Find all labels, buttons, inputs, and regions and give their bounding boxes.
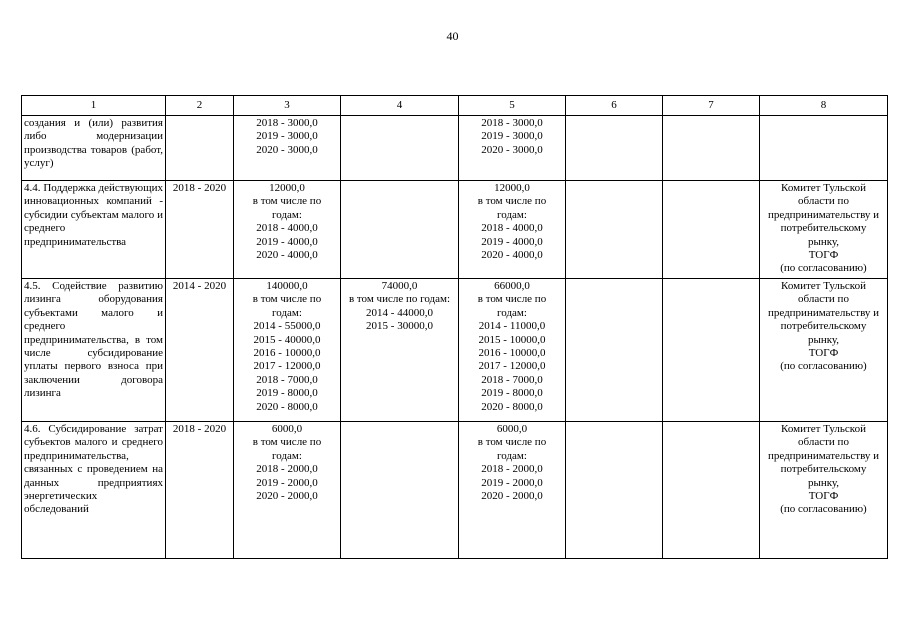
cell-line: 2016 - 10000,0: [478, 347, 546, 360]
cell-line: предпринимательству и: [767, 208, 880, 221]
federal-funding-cell: [341, 422, 459, 559]
cell-line: 2018 - 7000,0: [481, 373, 543, 386]
cell-line: 2018 - 2000,0: [256, 463, 318, 476]
cell-line: в том числе по: [252, 195, 322, 208]
cell-line: Комитет Тульской: [781, 182, 866, 194]
cell-line: годам:: [497, 449, 527, 462]
municipal-funding-cell: [566, 422, 663, 559]
cell-line: ТОГФ: [808, 347, 839, 360]
cell-line: 2015 - 40000,0: [253, 333, 321, 346]
cell-line: 140000,0: [266, 280, 308, 292]
measure-name-cell: 4.5. Содействие развитию лизинга оборудования субъектами малого и среднего предпринимательства, в том числе субсидирование уплаты первого взноса при заключении договора лизинга: [22, 279, 166, 422]
responsible-cell: [760, 181, 888, 279]
cell-line: потребительскому: [780, 463, 867, 476]
municipal-funding-cell: [566, 116, 663, 181]
cell-line: 12000,0: [269, 182, 305, 194]
header-cell-2: 2: [166, 96, 234, 116]
cell-line: 2016 - 10000,0: [253, 347, 321, 360]
cell-line: Комитет Тульской: [781, 280, 866, 292]
responsible-cell: [760, 422, 888, 559]
cell-line: 2020 - 4000,0: [481, 249, 543, 262]
extra-funding-cell: [663, 181, 760, 279]
cell-line: 2019 - 4000,0: [256, 235, 318, 248]
cell-line: области по: [798, 436, 849, 449]
cell-line: 2015 - 10000,0: [478, 333, 546, 346]
cell-line: в том числе по: [252, 436, 322, 449]
cell-line: 2020 - 8000,0: [481, 400, 543, 413]
header-cell-4: 4: [341, 96, 459, 116]
responsible-cell: [760, 116, 888, 181]
cell-line: годам:: [497, 306, 527, 319]
cell-line: в том числе по: [477, 436, 547, 449]
cell-line: 2019 - 3000,0: [256, 130, 318, 143]
table-row: [22, 422, 888, 559]
cell-line: 2017 - 12000,0: [478, 360, 546, 373]
cell-line: 2017 - 12000,0: [253, 360, 321, 373]
cell-line: 2014 - 44000,0: [366, 306, 433, 319]
cell-line: рынку,: [807, 476, 840, 489]
table-row: [22, 181, 888, 279]
cell-line: (по согласованию): [780, 503, 867, 516]
header-cell-7: 7: [663, 96, 760, 116]
cell-line: в том числе по: [477, 195, 547, 208]
cell-line: 2014 - 55000,0: [253, 320, 321, 333]
cell-line: потребительскому: [780, 222, 867, 235]
responsible-cell: [760, 279, 888, 422]
federal-funding-cell: [341, 279, 459, 422]
cell-line: 2019 - 8000,0: [256, 387, 318, 400]
header-cell-6: 6: [566, 96, 663, 116]
cell-line: 74000,0: [381, 280, 418, 292]
regional-funding-cell: [459, 422, 566, 559]
extra-funding-cell: [663, 422, 760, 559]
page-number: 40: [446, 29, 459, 43]
cell-line: предпринимательству и: [767, 449, 880, 462]
federal-funding-cell: [341, 116, 459, 181]
table-row: [22, 279, 888, 422]
cell-line: 2020 - 3000,0: [256, 143, 318, 156]
cell-line: 2019 - 8000,0: [481, 387, 543, 400]
program-table: [21, 95, 888, 559]
cell-line: (по согласованию): [780, 360, 867, 373]
period-cell: [166, 116, 234, 181]
total-funding-cell: [234, 181, 341, 279]
cell-line: годам:: [272, 208, 302, 221]
cell-line: годам:: [272, 306, 302, 319]
measure-name-cell: 4.4. Поддержка действующих инновационных компаний - субсидии субъектам малого и среднего предпринимательства: [22, 181, 166, 279]
cell-line: Комитет Тульской: [781, 423, 866, 435]
regional-funding-cell: [459, 181, 566, 279]
municipal-funding-cell: [566, 279, 663, 422]
municipal-funding-cell: [566, 181, 663, 279]
cell-line: 2018 - 4000,0: [256, 222, 318, 235]
cell-line: 2019 - 2000,0: [256, 476, 318, 489]
cell-line: 2018 - 7000,0: [256, 373, 318, 386]
cell-line: 2018 - 4000,0: [481, 222, 543, 235]
cell-line: 2018 - 2000,0: [481, 463, 543, 476]
header-cell-1: 1: [22, 96, 166, 116]
cell-line: 2020 - 8000,0: [256, 400, 318, 413]
cell-line: в том числе по: [252, 293, 322, 306]
total-funding-cell: [234, 116, 341, 181]
federal-funding-cell: [341, 181, 459, 279]
header-row: [22, 96, 888, 116]
cell-line: 66000,0: [494, 280, 530, 292]
cell-line: 2020 - 2000,0: [256, 490, 318, 503]
table-row: [22, 116, 888, 181]
cell-line: потребительскому: [780, 320, 867, 333]
header-cell-5: 5: [459, 96, 566, 116]
total-funding-cell: [234, 422, 341, 559]
header-cell-8: 8: [760, 96, 888, 116]
cell-line: 2018 - 3000,0: [256, 117, 318, 129]
period-cell: 2014 - 2020: [166, 279, 234, 422]
cell-line: 6000,0: [496, 423, 528, 435]
cell-line: 2014 - 11000,0: [478, 320, 546, 333]
measure-name-cell: создания и (или) развития либо модернизации производства товаров (работ, услуг): [22, 116, 166, 181]
cell-line: рынку,: [807, 235, 840, 248]
cell-line: ТОГФ: [808, 490, 839, 503]
period-cell: 2018 - 2020: [166, 181, 234, 279]
cell-line: (по согласованию): [780, 262, 867, 275]
cell-line: 2020 - 3000,0: [481, 143, 543, 156]
cell-line: области по: [798, 293, 849, 306]
cell-line: ТОГФ: [808, 249, 839, 262]
total-funding-cell: [234, 279, 341, 422]
cell-line: годам:: [497, 208, 527, 221]
regional-funding-cell: [459, 279, 566, 422]
cell-line: 2019 - 4000,0: [481, 235, 543, 248]
cell-line: 6000,0: [271, 423, 303, 435]
cell-line: 2019 - 2000,0: [481, 476, 543, 489]
cell-line: в том числе по: [477, 293, 547, 306]
extra-funding-cell: [663, 279, 760, 422]
extra-funding-cell: [663, 116, 760, 181]
measure-name-cell: 4.6. Субсидирование затрат субъектов малого и среднего предпринимательства, связанных с проведением на данных предприятиях энергетических обследований: [22, 422, 166, 559]
cell-line: годам:: [272, 449, 302, 462]
header-cell-3: 3: [234, 96, 341, 116]
regional-funding-cell: [459, 116, 566, 181]
cell-line: в том числе по годам:: [348, 293, 451, 306]
cell-line: 2019 - 3000,0: [481, 130, 543, 143]
cell-line: 2018 - 3000,0: [481, 117, 543, 129]
cell-line: 2020 - 2000,0: [481, 490, 543, 503]
cell-line: области по: [798, 195, 849, 208]
cell-line: 12000,0: [494, 182, 530, 194]
cell-line: 2020 - 4000,0: [256, 249, 318, 262]
cell-line: 2015 - 30000,0: [366, 320, 433, 333]
cell-line: предпринимательству и: [767, 306, 880, 319]
cell-line: рынку,: [807, 333, 840, 346]
period-cell: 2018 - 2020: [166, 422, 234, 559]
